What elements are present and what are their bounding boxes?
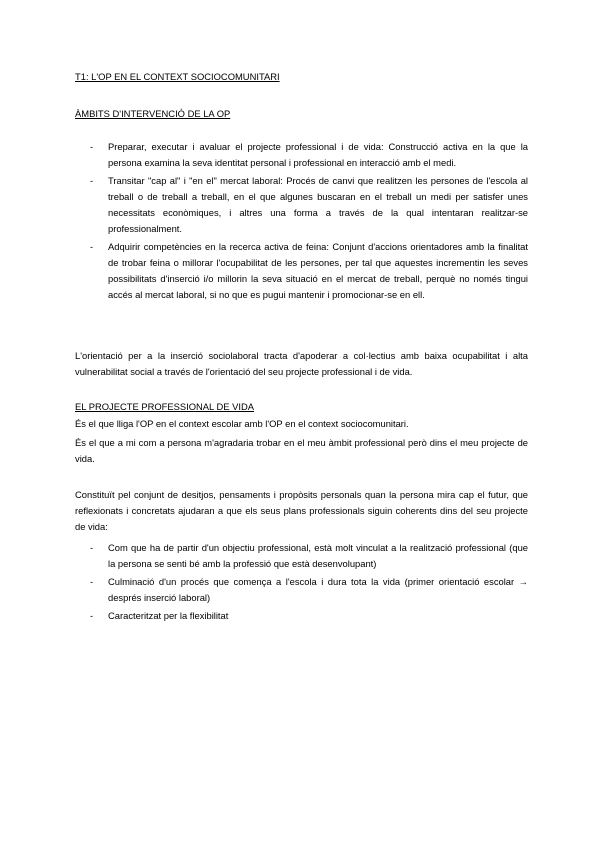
projecte-list-item [75, 574, 528, 606]
projecte-line-2: És el que a mi com a persona m'agradaria trobar en el meu àmbit professional però dins el meu projecte de vida. [75, 437, 528, 464]
ambits-item-text: Adquirir competències en la recerca activa de feina: Conjunt d'accions orientadores amb la finalitat de trobar feina o millorar l'ocupabilitat de les persones, per tal que aquestes incrementin les seves possibilitats d'inserció i/o millorin la seva situació en el mercat de treball, perquè no només tingui accés al mercat laboral, si no que es pugui mantenir i promocionar-se en ell. [108, 241, 528, 300]
projecte-list-item [75, 608, 528, 624]
bullet-dash: - [90, 610, 94, 621]
projecte-item-text: Caracteritzat per la flexibilitat [108, 610, 229, 621]
projecte-list [75, 540, 528, 624]
section-heading-ambits: ÀMBITS D'INTERVENCIÓ DE LA OP [75, 108, 231, 119]
ambits-list [75, 139, 528, 303]
projecte-item-text: Culminació d'un procés que comença a l'escola i dura tota la vida (primer orientació escolar → després inserció laboral) [108, 576, 528, 603]
orientacio-paragraph: L'orientació per a la inserció sociolaboral tracta d'apoderar a col·lectius amb baixa ocupabilitat i alta vulnerabilitat social a través de l'orientació del seu projecte professional i de vida. [75, 350, 528, 377]
projecte-list-item [75, 540, 528, 572]
ambits-list-item [75, 239, 528, 303]
section-heading-projecte: EL PROJECTE PROFESSIONAL DE VIDA [75, 401, 255, 412]
ambits-list-item [75, 173, 528, 237]
ambits-list-item [75, 139, 528, 171]
document-title: T1: L'OP EN EL CONTEXT SOCIOCOMUNITARI [75, 71, 280, 82]
ambits-item-text: Preparar, executar i avaluar el projecte professional i de vida: Construcció activa en la que la persona examina la seva identitat personal i professional en interacció amb el medi. [108, 141, 528, 168]
projecte-line-1: És el que lliga l'OP en el context escolar amb l'OP en el context sociocomunitari. [75, 418, 409, 429]
bullet-dash: - [90, 141, 94, 152]
bullet-dash: - [90, 175, 94, 186]
bullet-dash: - [90, 542, 94, 553]
bullet-dash: - [90, 241, 94, 252]
ambits-item-text: Transitar "cap al" i "en el" mercat laboral: Procés de canvi que realitzen les persones de l'escola al treball o de treball a treball, en el que algunes buscaran en el treball un medi per satisfer unes necessitats econòmiques, i altres una forma a través de la qual intentaran realitzar-se professionalment. [108, 175, 528, 234]
bullet-dash: - [90, 576, 94, 587]
constituit-paragraph: Constituït pel conjunt de desitjos, pensaments i propòsits personals quan la persona mira cap el futur, que reflexionats i concretats ajudaran a que els seus plans professionals siguin coherents dins del seu projecte de vida: [75, 489, 528, 532]
projecte-item-text: Com que ha de partir d'un objectiu professional, està molt vinculat a la realització professional (que la persona se senti bé amb la professió que està desenvolupant) [108, 542, 528, 569]
